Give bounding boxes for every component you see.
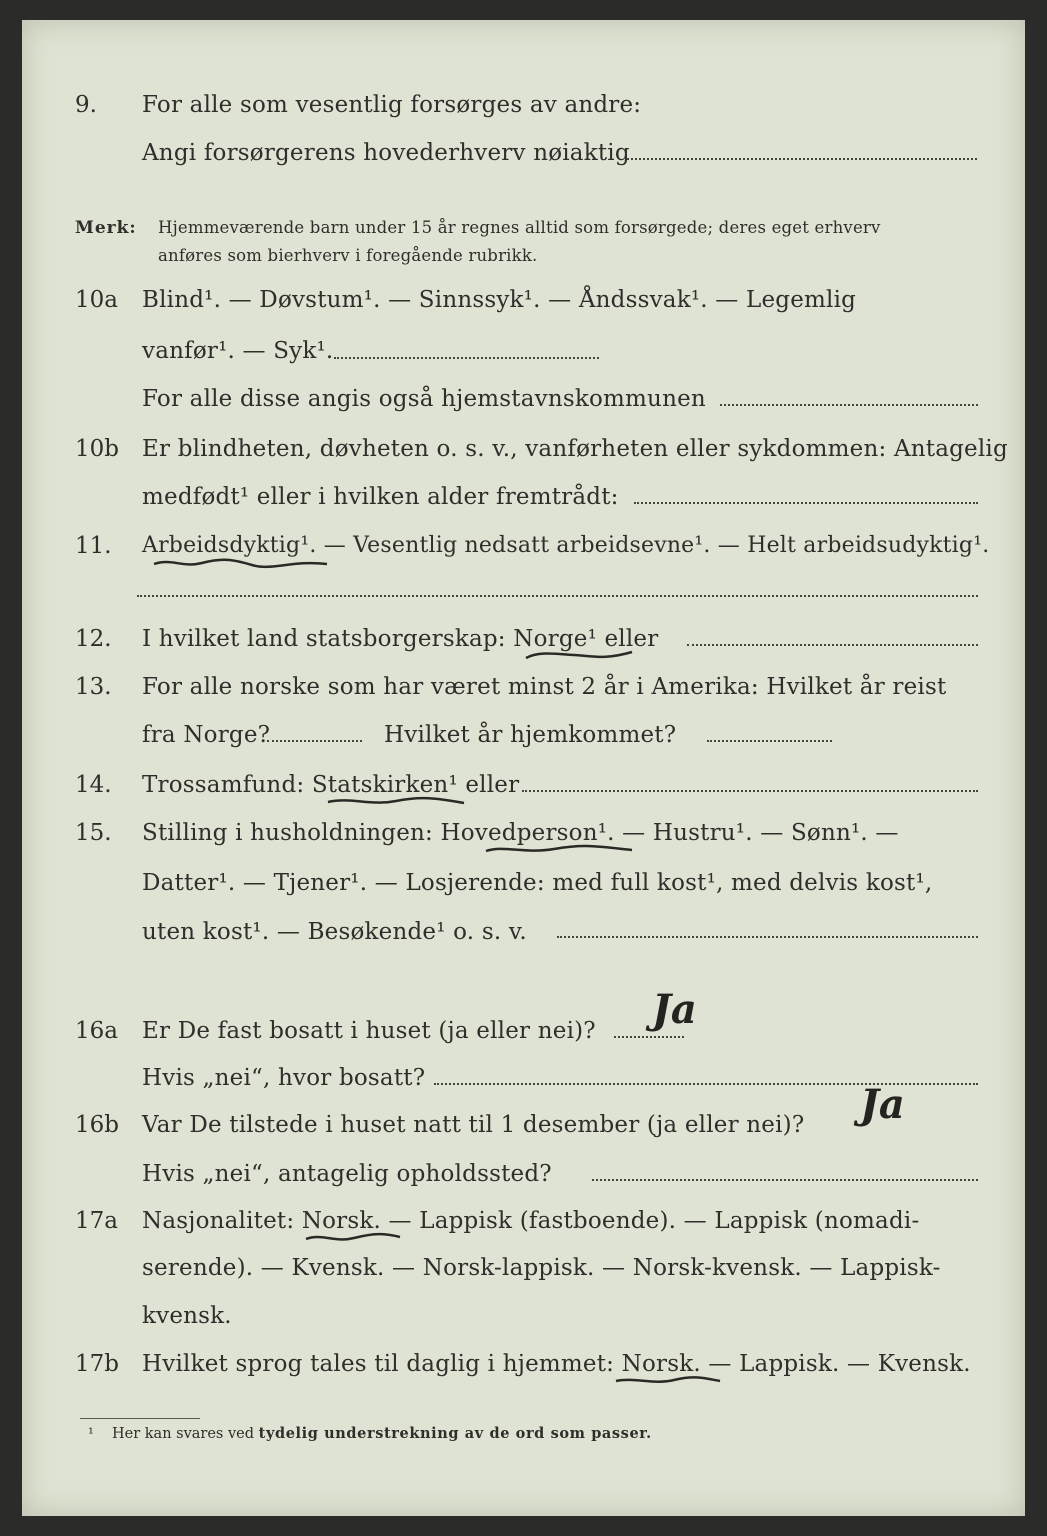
footnote-rule xyxy=(80,1418,200,1419)
q11-line1: Arbeidsdyktig¹. — Vesentlig nedsatt arbeidsevne¹. — Helt arbeidsudyktig¹. xyxy=(142,533,990,558)
q9-line1: For alle som vesentlig forsørges av andre: xyxy=(142,92,642,118)
question-number-13: 13. xyxy=(75,674,112,700)
q16b-handwritten-answer: Ja xyxy=(860,1081,905,1128)
q16a-line1: Er De fast bosatt i huset (ja eller nei)? xyxy=(142,1018,596,1044)
question-number-14: 14. xyxy=(75,772,112,798)
q14-line1: Trossamfund: Statskirken¹ eller xyxy=(142,772,520,798)
q13-year-left-line[interactable] xyxy=(267,740,362,742)
q16b-where-line[interactable] xyxy=(592,1179,978,1181)
q16a-handwritten-answer: Ja xyxy=(652,986,697,1033)
q17b-line1: Hvilket sprog tales til daglig i hjemmet: Norsk. — Lappisk. — Kvensk. xyxy=(142,1351,971,1377)
q16a-line2: Hvis „nei“, hvor bosatt? xyxy=(142,1065,426,1091)
merk-line1: Hjemmeværende barn under 15 år regnes alltid som forsørgede; deres eget erhverv xyxy=(158,218,881,237)
q11-answer-line[interactable] xyxy=(137,595,978,597)
q10b-answer-line[interactable] xyxy=(634,502,978,504)
question-number-17b: 17b xyxy=(75,1351,119,1377)
q13-year-returned-line[interactable] xyxy=(707,740,832,742)
question-number-17a: 17a xyxy=(75,1208,118,1234)
q13-line2b: Hvilket år hjemkommet? xyxy=(384,722,677,748)
footnote-text-b: tydelig understrekning av de ord som passer. xyxy=(258,1425,652,1442)
merk-line2: anføres som bierhverv i foregående rubrikk. xyxy=(158,246,538,265)
q10a-line3: For alle disse angis også hjemstavnskommunen xyxy=(142,386,706,412)
q13-line1: For alle norske som har været minst 2 år i Amerika: Hvilket år reist xyxy=(142,674,947,700)
question-number-16a: 16a xyxy=(75,1018,118,1044)
footnote-text-a: Her kan svares ved xyxy=(112,1426,255,1442)
census-form-page xyxy=(22,20,1025,1516)
q16b-line2: Hvis „nei“, antagelig opholdssted? xyxy=(142,1161,552,1187)
question-number-10b: 10b xyxy=(75,436,119,462)
merk-label: Merk: xyxy=(75,218,137,238)
q9-line2: Angi forsørgerens hovederhverv nøiaktig xyxy=(142,140,630,166)
underline-statskirken xyxy=(326,794,466,810)
underline-norsk-17b xyxy=(614,1373,724,1389)
q16b-line1: Var De tilstede i huset natt til 1 desember (ja eller nei)? xyxy=(142,1112,805,1138)
q16a-answer-line[interactable] xyxy=(614,1036,684,1038)
q15-line2: Datter¹. — Tjener¹. — Losjerende: med full kost¹, med delvis kost¹, xyxy=(142,870,933,896)
q10a-hometown-line[interactable] xyxy=(720,404,978,406)
footnote-mark: ¹ xyxy=(88,1426,94,1442)
q15-line3: uten kost¹. — Besøkende¹ o. s. v. xyxy=(142,919,527,945)
q13-line2a: fra Norge? xyxy=(142,722,271,748)
q17a-line2: serende). — Kvensk. — Norsk-lappisk. — Norsk-kvensk. — Lappisk- xyxy=(142,1255,941,1281)
q9-answer-line[interactable] xyxy=(627,158,977,160)
question-number-11: 11. xyxy=(75,533,112,559)
q17a-line3: kvensk. xyxy=(142,1303,232,1329)
underline-norge xyxy=(524,648,634,664)
underline-norsk-17a xyxy=(304,1229,404,1251)
question-number-12: 12. xyxy=(75,626,112,652)
q10b-line2: medfødt¹ eller i hvilken alder fremtrådt: xyxy=(142,484,619,510)
footnote xyxy=(112,1424,652,1444)
q15-line1: Stilling i husholdningen: Hovedperson¹. — Hustru¹. — Sønn¹. — xyxy=(142,820,899,846)
q15-answer-line[interactable] xyxy=(557,936,978,938)
q10a-answer-line[interactable] xyxy=(334,357,599,359)
underline-arbeidsdyktig xyxy=(152,556,332,572)
q10a-line2: vanfør¹. — Syk¹. xyxy=(142,338,334,364)
q10a-line1: Blind¹. — Døvstum¹. — Sinnssyk¹. — Åndssvak¹. — Legemlig xyxy=(142,287,857,313)
question-number-9: 9. xyxy=(75,92,97,118)
question-number-10a: 10a xyxy=(75,287,118,313)
underline-hovedperson xyxy=(484,842,634,858)
question-number-16b: 16b xyxy=(75,1112,119,1138)
q10b-line1: Er blindheten, døvheten o. s. v., vanførheten eller sykdommen: Antagelig xyxy=(142,436,1008,462)
q17a-line1: Nasjonalitet: Norsk. — Lappisk (fastboende). — Lappisk (nomadi- xyxy=(142,1208,920,1234)
q12-line1: I hvilket land statsborgerskap: Norge¹ eller xyxy=(142,626,659,652)
question-number-15: 15. xyxy=(75,820,112,846)
q12-answer-line[interactable] xyxy=(687,644,978,646)
q14-answer-line[interactable] xyxy=(522,790,978,792)
